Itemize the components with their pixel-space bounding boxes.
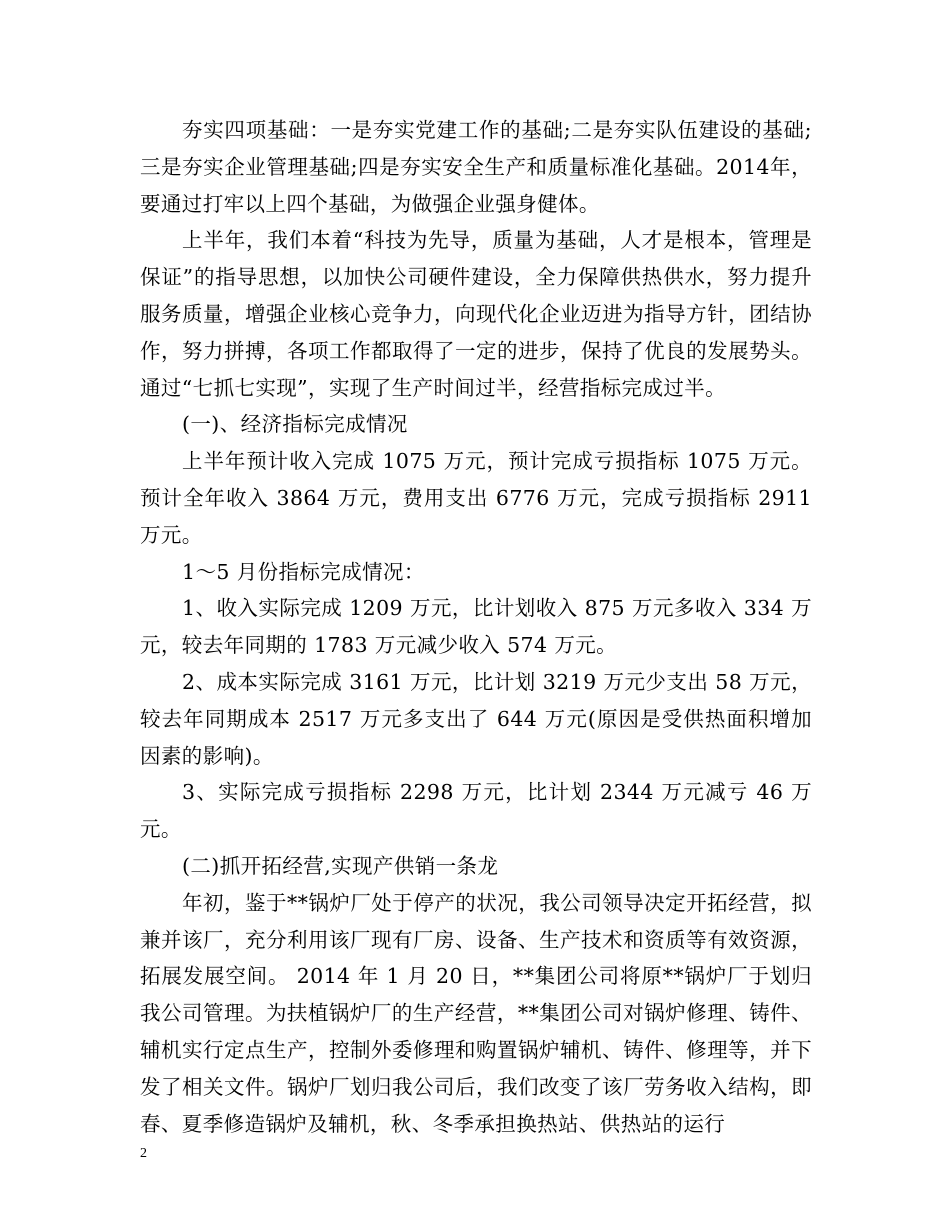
- paragraph-item-3-loss: 3、实际完成亏损指标 2298 万元，比计划 2344 万元减亏 46 万元。: [140, 780, 812, 842]
- section-heading-economic-indicators: (一)、经济指标完成情况: [182, 412, 408, 437]
- paragraph-item-1-revenue: 1、收入实际完成 1209 万元，比计划收入 875 万元多收入 334 万元，较去年同期的 1783 万元减少收入 574 万元。: [140, 596, 812, 658]
- paragraph-item-2-cost: 2、成本实际完成 3161 万元，比计划 3219 万元少支出 58 万元，较去年同期成本 2517 万元多支出了 644 万元(原因是受供热面积增加因素的影响)。: [140, 669, 812, 768]
- paragraph-guiding-principles: 上半年，我们本着“科技为先导，质量为基础，人才是根本，管理是保证”的指导思想，以加快公司硬件建设，全力保障供热供水，努力提升服务质量，增强企业核心竞争力，向现代化企业迈进为指导方针，团结协作，努力拼搏，各项工作都取得了一定的进步，保持了优良的发展势头。通过“七抓七实现”，实现了生产时间过半，经营指标完成过半。: [140, 228, 812, 400]
- document-body: [140, 112, 812, 1142]
- paragraph-foundations: 夯实四项基础：一是夯实党建工作的基础;二是夯实队伍建设的基础;三是夯实企业管理基础;四是夯实安全生产和质量标准化基础。2014年，要通过打牢以上四个基础，为做强企业强身健体。: [140, 118, 812, 216]
- paragraph-revenue-forecast: 上半年预计收入完成 1075 万元，预计完成亏损指标 1075 万元。预计全年收入 3864 万元，费用支出 6776 万元，完成亏损指标 2911 万元。: [140, 449, 812, 547]
- paragraph-boiler-factory: 年初，鉴于**锅炉厂处于停产的状况，我公司领导决定开拓经营，拟兼并该厂，充分利用该厂现有厂房、设备、生产技术和资质等有效资源，拓展发展空间。 2014 年 1 月 20 日，**集团公司将原**锅炉厂于划归我公司管理。为扶植锅炉厂的生产经营，**集团公司对锅炉修理、铸件、辅机实行定点生产，控制外委修理和购置锅炉辅机、铸件、修理等，并下发了相关文件。锅炉厂划归我公司后，我们改变了该厂劳务收入结构，即春、夏季修造锅炉及辅机，秋、冬季承担换热站、供热站的运行: [140, 890, 812, 1136]
- page-number: 2: [140, 1146, 147, 1161]
- section-heading-business-expansion: (二)抓开拓经营,实现产供销一条龙: [182, 853, 499, 878]
- paragraph-jan-may-heading: 1～5 月份指标完成情况：: [182, 559, 425, 584]
